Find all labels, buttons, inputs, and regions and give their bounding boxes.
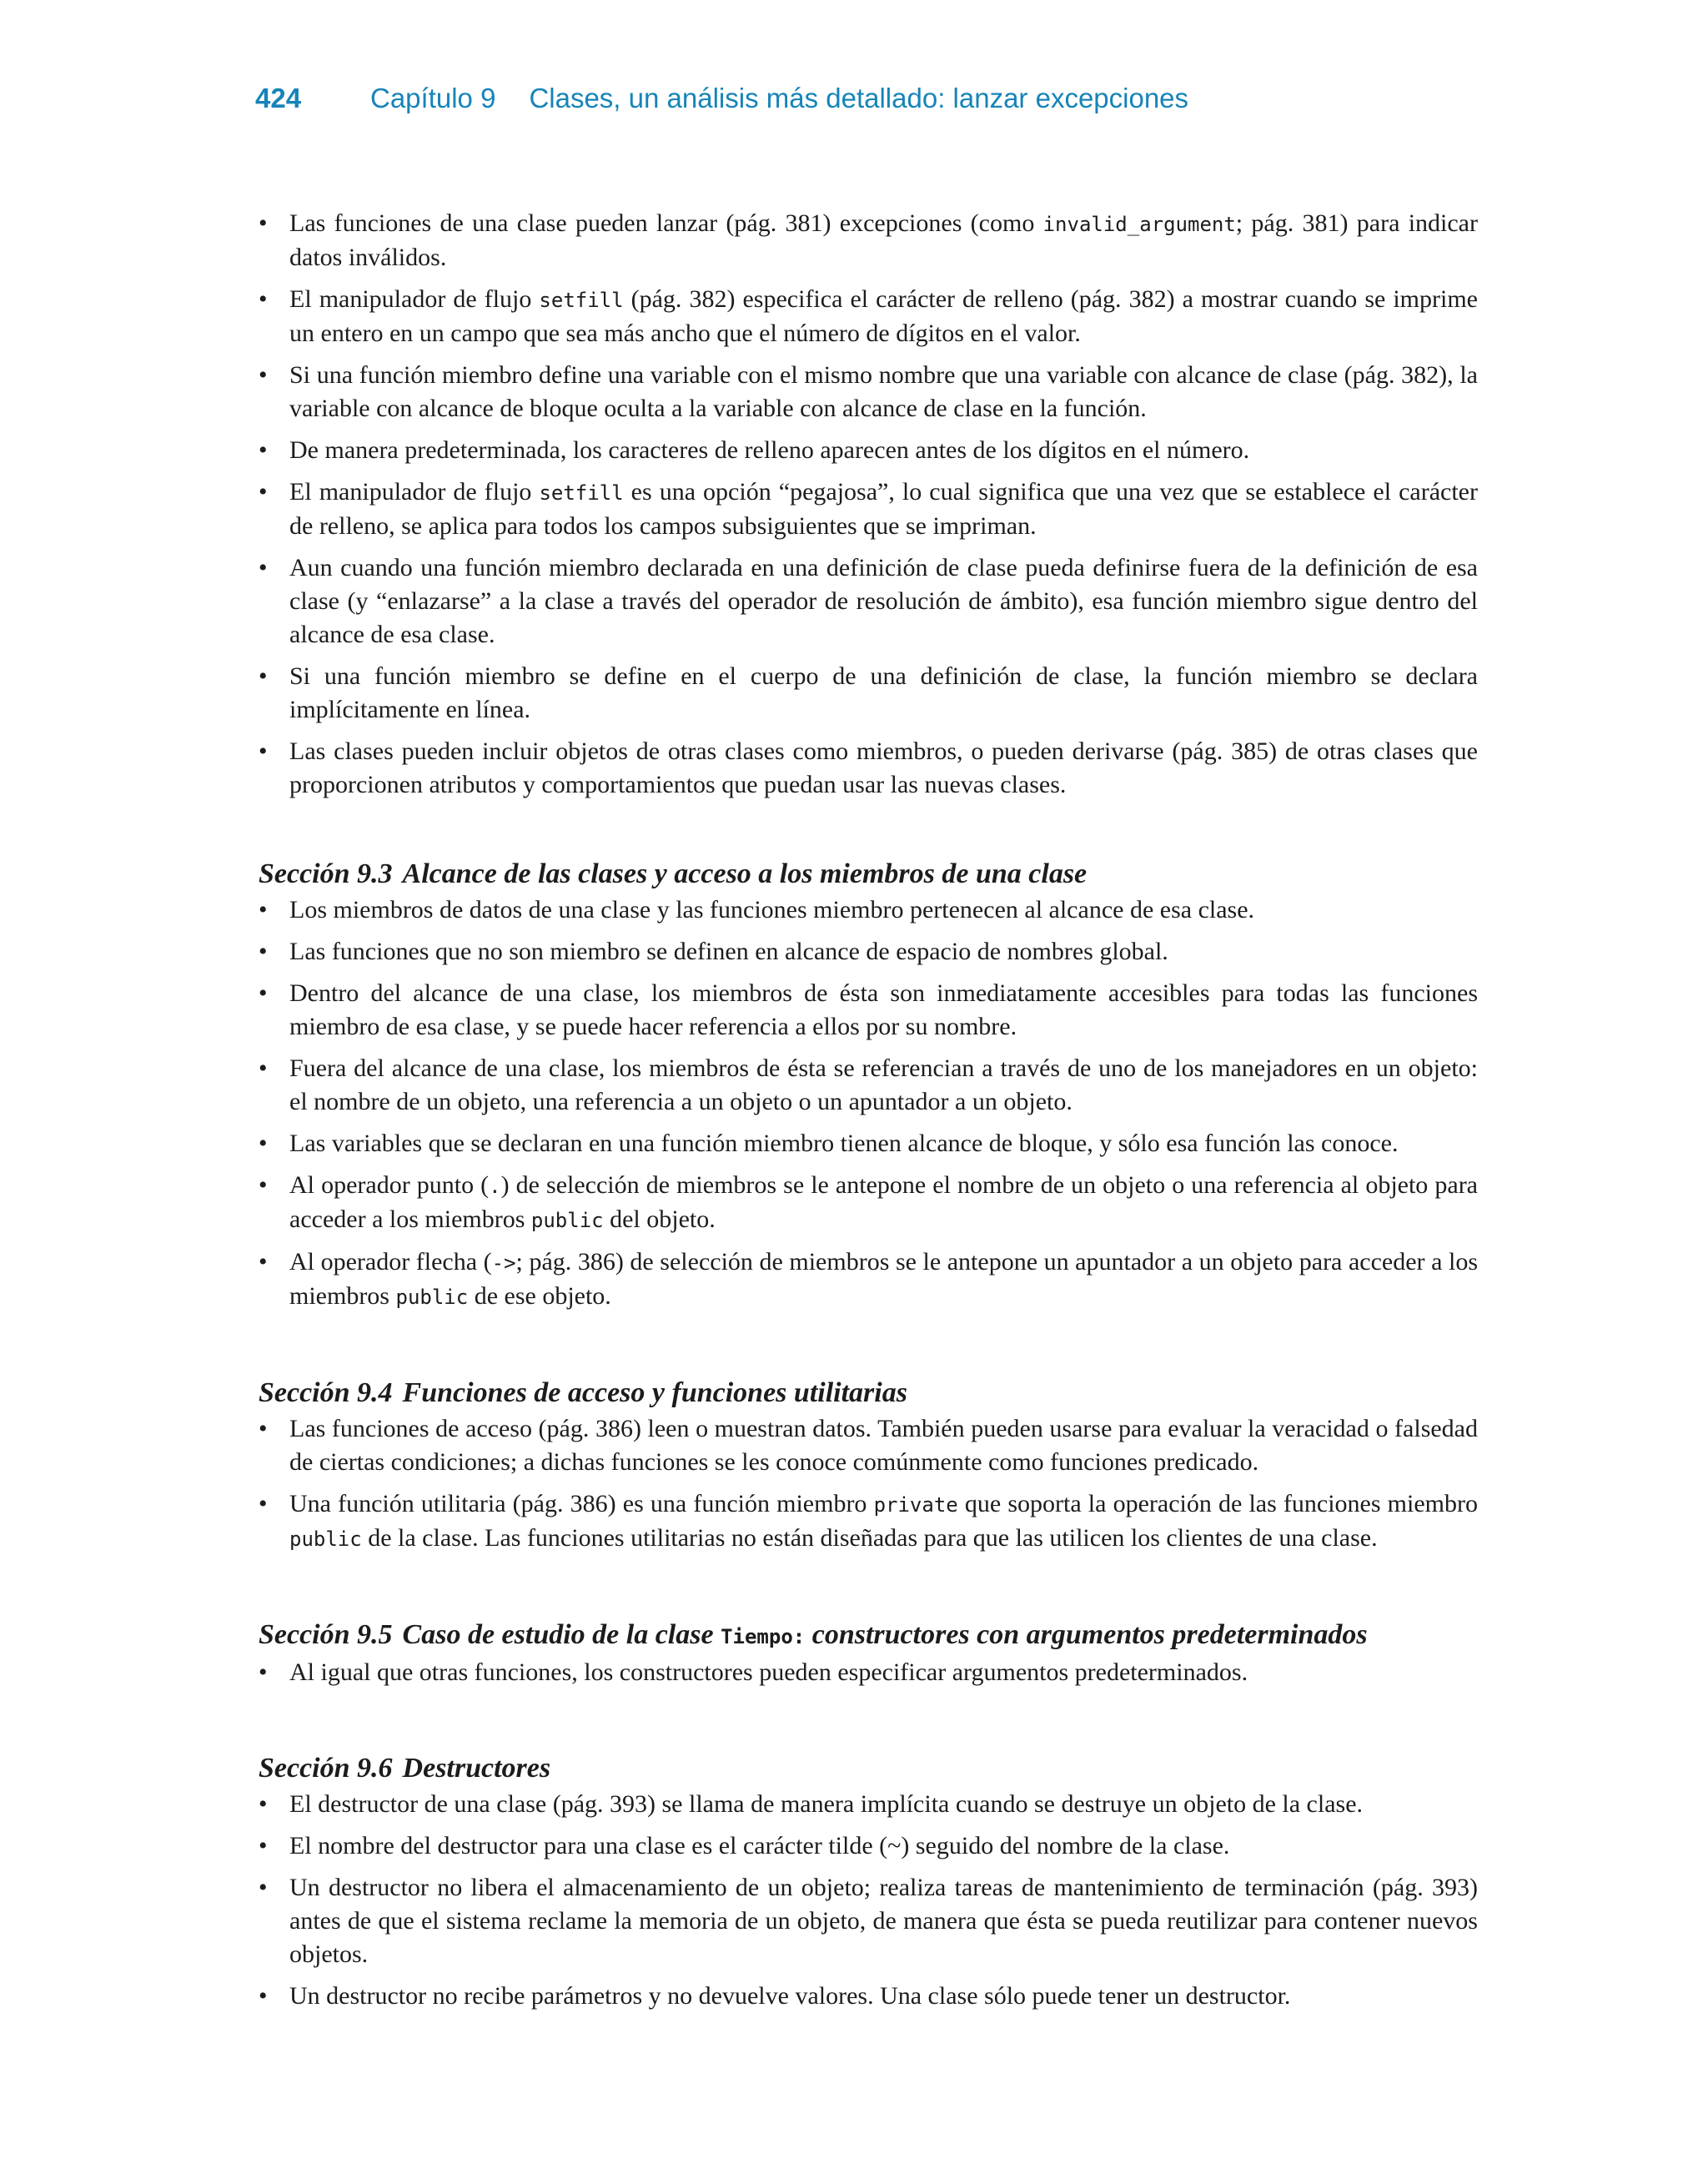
section-heading (259, 1618, 1478, 1654)
bullet-item (259, 660, 1478, 727)
code-term: private (873, 1493, 958, 1517)
text-run: (pág. 382) especifica el carácter de relleno (pág. 382) a mostrar cuando se imprime un entero en un campo que sea más ancho que el número de dígitos en el valor. (289, 285, 1478, 347)
bullet-item (259, 1487, 1478, 1556)
summary-section (259, 1618, 1478, 1689)
summary-section (259, 1751, 1478, 2013)
code-term: public (289, 1527, 362, 1551)
bullet-list (259, 893, 1478, 1314)
section-title: Funciones de acceso y funciones utilitarias (402, 1377, 907, 1408)
section-number: Sección 9.6 (259, 1753, 393, 1784)
bullet-item (259, 735, 1478, 802)
text-run: Al igual que otras funciones, los constructores pueden especificar argumentos predeterminados. (289, 1658, 1248, 1686)
bullet-item (259, 977, 1478, 1044)
bullet-item (259, 359, 1478, 425)
bullet-item (259, 476, 1478, 543)
code-term: public (530, 1209, 604, 1232)
text-run: El destructor de una clase (pág. 393) se llama de manera implícita cuando se destruye un objeto de la clase. (289, 1790, 1364, 1818)
text-run: ; pág. 386) de selección de miembros se le antepone un apuntador a un objeto para acceder a los miembros (289, 1248, 1479, 1310)
text-run: Un destructor no recibe parámetros y no devuelve valores. Una clase sólo puede tener un destructor. (289, 1982, 1291, 2010)
text-run: de ese objeto. (468, 1282, 611, 1310)
section-heading (259, 1376, 1478, 1411)
code-term: setfill (539, 289, 624, 312)
text-run: Aun cuando una función miembro declarada en una definición de clase pueda definirse fuera de la definición de esa clase (y “enlazarse” a la clase a través del operador de resolución de ámbito), esa función miembro sigue dentro del alcance de esa clase. (289, 554, 1478, 648)
text-run: Las funciones de una clase pueden lanzar (pág. 381) excepciones (como (289, 209, 1043, 237)
text-run: constructores con argumentos predeterminados (805, 1619, 1368, 1650)
text-run: Los miembros de datos de una clase y las funciones miembro pertenecen al alcance de esa clase. (289, 896, 1255, 923)
text-run: ; pág. 381) para indicar datos inválidos. (289, 209, 1478, 271)
text-run: Al operador punto ( (289, 1171, 490, 1199)
bullet-item (259, 1871, 1478, 1971)
chapter-label: Capítulo 9 (370, 83, 496, 113)
page-body (259, 207, 1478, 2075)
text-run: Las variables que se declaran en una función miembro tienen alcance de bloque, y sólo esa función las conoce. (289, 1130, 1399, 1157)
text-run: es una opción “pegajosa”, lo cual significa que una vez que se establece el carácter de relleno, se aplica para todos los campos subsiguientes que se impriman. (289, 478, 1478, 540)
bullet-item (259, 1980, 1478, 2013)
chapter-title: Clases, un análisis más detallado: lanzar excepciones (529, 83, 1189, 113)
bullet-item (259, 1246, 1478, 1314)
bullet-item (259, 893, 1478, 927)
text-run: Una función utilitaria (pág. 386) es una función miembro (289, 1490, 874, 1517)
bullet-list (259, 1788, 1478, 2013)
code-term: -> (491, 1251, 516, 1275)
section-heading (259, 1751, 1478, 1786)
code-term: setfill (539, 481, 624, 505)
text-run: Un destructor no libera el almacenamiento de un objeto; realiza tareas de mantenimiento de terminación (pág. 393) antes de que el sistema reclame la memoria de un objeto, de manera que ésta se pueda reutilizar para contener nuevos objetos. (289, 1874, 1478, 1968)
bullet-item (259, 1412, 1478, 1479)
summary-section (259, 857, 1478, 1314)
bullet-list (259, 207, 1478, 802)
text-run: ) de selección de miembros se le antepone el nombre de un objeto o una referencia al objeto para acceder a los miembros (289, 1171, 1478, 1233)
bullet-list (259, 1412, 1478, 1556)
section-number: Sección 9.5 (259, 1619, 393, 1650)
text-run: del objeto. (603, 1205, 716, 1233)
text-run: De manera predeterminada, los caracteres de relleno aparecen antes de los dígitos en el número. (289, 436, 1250, 464)
text-run: El nombre del destructor para una clase es el carácter tilde (~) seguido del nombre de la clase. (289, 1832, 1230, 1859)
text-run: Las clases pueden incluir objetos de otras clases como miembros, o pueden derivarse (pág. 385) de otras clases que proporcionen atributos y comportamientos que puedan usar las nuevas clases. (289, 737, 1478, 798)
section-title: Destructores (402, 1753, 551, 1784)
text-run: Las funciones de acceso (pág. 386) leen o muestran datos. También pueden usarse para evaluar la veracidad o falsedad de ciertas condiciones; a dichas funciones se les conoce comúnmente como funciones predicado. (289, 1415, 1478, 1476)
running-header (255, 77, 1556, 120)
bullet-item (259, 1169, 1478, 1237)
bullet-item (259, 283, 1478, 350)
text-run: Si una función miembro se define en el cuerpo de una definición de clase, la función miembro se declara implícitamente en línea. (289, 662, 1478, 723)
page-number: 424 (255, 83, 302, 113)
section-heading (259, 857, 1478, 892)
text-run: El manipulador de flujo (289, 478, 540, 506)
code-term: Tiempo: (721, 1625, 806, 1648)
section-number: Sección 9.4 (259, 1377, 393, 1408)
summary-continuation (259, 207, 1478, 802)
summary-section (259, 1376, 1478, 1556)
text-run: El manipulador de flujo (289, 285, 540, 313)
bullet-item (259, 1829, 1478, 1863)
bullet-item (259, 935, 1478, 969)
code-term: public (395, 1286, 469, 1309)
bullet-item (259, 434, 1478, 467)
text-run: Dentro del alcance de una clase, los miembros de ésta son inmediatamente accesibles para todas las funciones miembro de esa clase, y se puede hacer referencia a ellos por su nombre. (289, 979, 1478, 1040)
text-run: Caso de estudio de la clase (402, 1619, 721, 1650)
text-run: Si una función miembro define una variable con el mismo nombre que una variable con alcance de clase (pág. 382), la variable con alcance de bloque oculta a la variable con alcance de clase en la función. (289, 361, 1478, 422)
text-run: de la clase. Las funciones utilitarias no están diseñadas para que las utilicen los clientes de una clase. (361, 1524, 1378, 1552)
bullet-item (259, 551, 1478, 652)
text-run: Las funciones que no son miembro se definen en alcance de espacio de nombres global. (289, 938, 1168, 965)
bullet-item (259, 1788, 1478, 1821)
code-term: . (489, 1175, 501, 1198)
bullet-item (259, 207, 1478, 274)
text-run: Al operador flecha ( (289, 1248, 492, 1276)
text-run: Fuera del alcance de una clase, los miembros de ésta se referencian a través de uno de los manejadores en un objeto: el nombre de un objeto, una referencia a un objeto o un apuntador a un objeto. (289, 1054, 1478, 1115)
text-run: que soporta la operación de las funciones miembro (957, 1490, 1478, 1517)
bullet-list (259, 1656, 1478, 1689)
bullet-item (259, 1052, 1478, 1119)
section-title: Alcance de las clases y acceso a los miembros de una clase (402, 858, 1088, 889)
bullet-item (259, 1127, 1478, 1160)
bullet-item (259, 1656, 1478, 1689)
code-term: invalid_argument (1042, 213, 1236, 236)
section-number: Sección 9.3 (259, 858, 393, 889)
